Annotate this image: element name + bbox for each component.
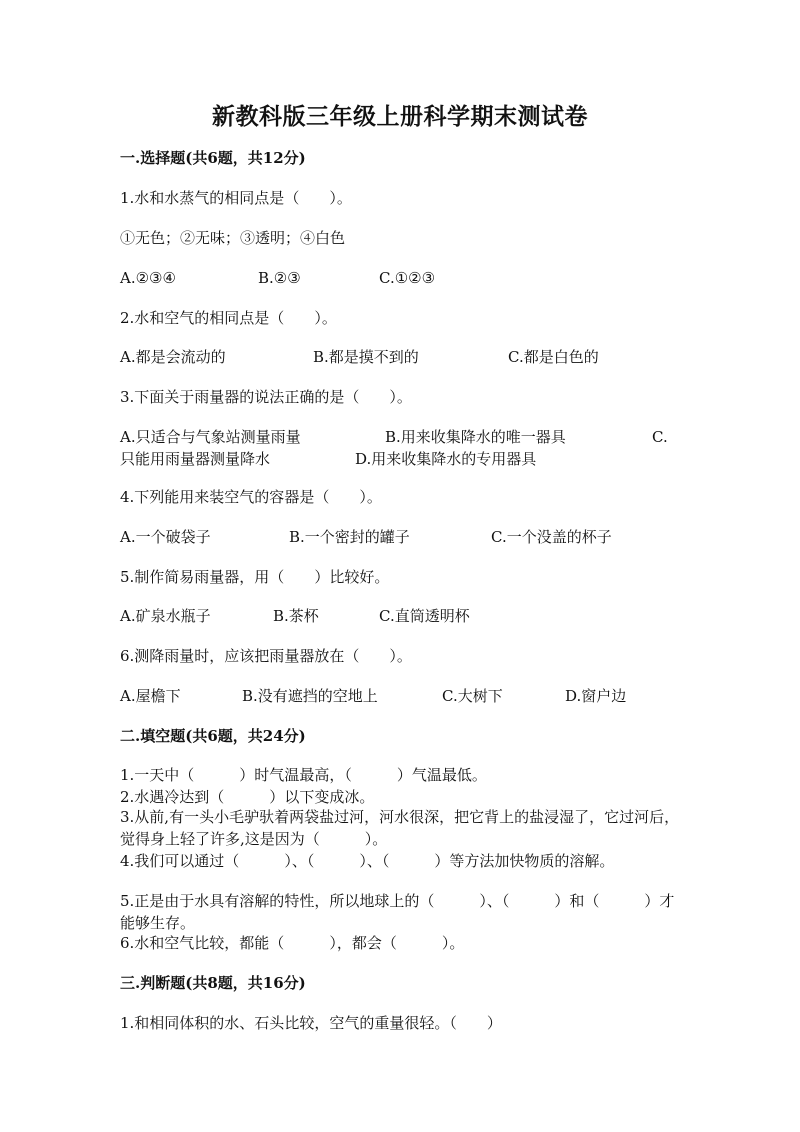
question-stem: 4.下列能用来装空气的容器是（ ）。 xyxy=(120,488,382,506)
option-c: C.大树下 xyxy=(442,687,503,705)
option-b: B.②③ xyxy=(258,269,301,287)
true-false-item: 1.和相同体积的水、石头比较，空气的重量很轻。（ ） xyxy=(120,1014,502,1032)
option-a: A.②③④ xyxy=(120,269,176,287)
option-c: C.都是白色的 xyxy=(508,348,599,366)
question-sub-text: ①无色；②无味；③透明；④白色 xyxy=(120,229,346,247)
question-stem: 1.水和水蒸气的相同点是（ ）。 xyxy=(120,189,352,207)
option-a: A.屋檐下 xyxy=(120,687,181,705)
option-c: C.①②③ xyxy=(379,269,436,287)
section-heading-fill-blank: 二.填空题(共6题，共24分) xyxy=(120,727,306,745)
option-c: C.一个没盖的杯子 xyxy=(491,528,612,546)
option-a: A.矿泉水瓶子 xyxy=(120,607,211,625)
option-b: B.茶杯 xyxy=(273,607,319,625)
option-d: D.用来收集降水的专用器具 xyxy=(355,450,537,468)
option-c: C.直筒透明杯 xyxy=(379,607,470,625)
option-a: A.一个破袋子 xyxy=(120,528,211,546)
option-a: A.都是会流动的 xyxy=(120,348,226,366)
option-a: A.只适合与气象站测量雨量 xyxy=(120,428,301,446)
fill-blank-item: 3.从前,有一头小毛驴驮着两袋盐过河，河水很深，把它背上的盐浸湿了，它过河后，觉得身上轻了许多,这是因为（ ）。 xyxy=(120,808,680,848)
question-stem: 6.测降雨量时，应该把雨量器放在（ ）。 xyxy=(120,647,412,665)
question-stem: 5.制作简易雨量器，用（ ）比较好。 xyxy=(120,568,390,586)
fill-blank-item: 2.水遇冷达到（ ）以下变成冰。 xyxy=(120,788,375,806)
option-c: C. xyxy=(652,428,668,446)
fill-blank-item: 1.一天中（ ）时气温最高，（ ）气温最低。 xyxy=(120,766,487,784)
option-b: B.没有遮挡的空地上 xyxy=(242,687,378,705)
fill-blank-item: 5.正是由于水具有溶解的特性，所以地球上的（ ）、（ ）和（ ）才能够生存。 xyxy=(120,892,675,932)
section-heading-true-false: 三.判断题(共8题，共16分) xyxy=(120,974,306,992)
option-b: B.用来收集降水的唯一器具 xyxy=(385,428,566,446)
fill-blank-item: 4.我们可以通过（ ）、（ ）、（ ）等方法加快物质的溶解。 xyxy=(120,852,615,870)
question-stem: 3.下面关于雨量器的说法正确的是（ ）。 xyxy=(120,388,412,406)
section-heading-choice: 一.选择题(共6题，共12分) xyxy=(120,149,306,167)
option-b: B.一个密封的罐子 xyxy=(289,528,410,546)
question-stem: 2.水和空气的相同点是（ ）。 xyxy=(120,309,337,327)
fill-blank-item: 6.水和空气比较，都能（ ），都会（ ）。 xyxy=(120,934,465,952)
option-b: B.都是摸不到的 xyxy=(313,348,419,366)
option-c-continued: 只能用雨量器测量降水 xyxy=(120,450,271,468)
option-d: D.窗户边 xyxy=(565,687,627,705)
page-title: 新教科版三年级上册科学期末测试卷 xyxy=(212,103,588,130)
